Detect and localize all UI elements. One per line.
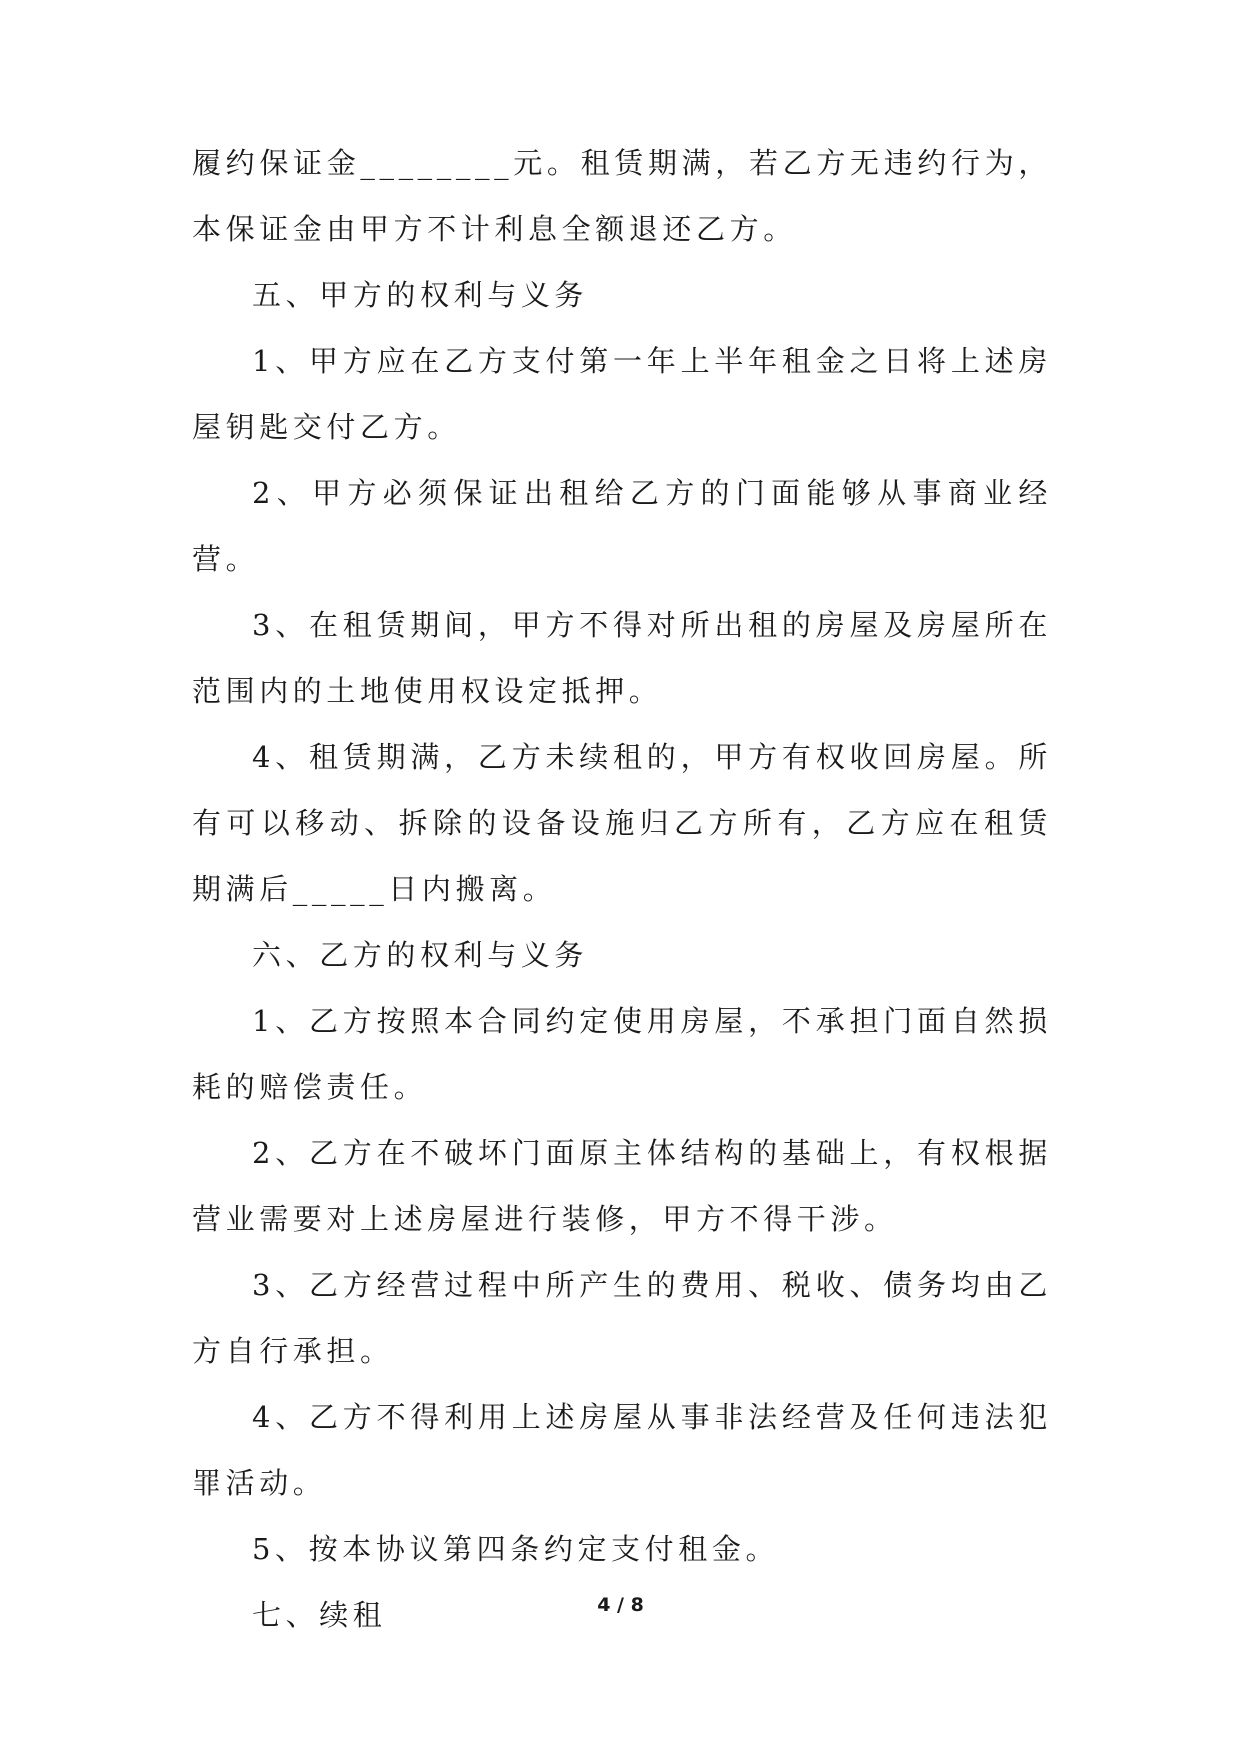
clause-b-3: 3、乙方经营过程中所产生的费用、税收、债务均由乙方自行承担。 bbox=[192, 1268, 1052, 1368]
clause-b-4: 4、乙方不得利用上述房屋从事非法经营及任何违法犯罪活动。 bbox=[192, 1400, 1052, 1500]
clause-a-4: 4、租赁期满，乙方未续租的，甲方有权收回房屋。所有可以移动、拆除的设备设施归乙方所有，乙方应在租赁期满后_____日内搬离。 bbox=[192, 740, 1052, 906]
document-body bbox=[192, 130, 1052, 1648]
section-heading-party-a: 五、甲方的权利与义务 bbox=[252, 278, 589, 312]
paragraph-deposit-refund: 履约保证金________元。租赁期满，若乙方无违约行为，本保证金由甲方不计利息全额退还乙方。 bbox=[192, 146, 1052, 246]
clause-b-2: 2、乙方在不破坏门面原主体结构的基础上，有权根据营业需要对上述房屋进行装修，甲方不得干涉。 bbox=[192, 1136, 1052, 1236]
clause-b-5: 5、按本协议第四条约定支付租金。 bbox=[252, 1532, 780, 1566]
clause-a-3: 3、在租赁期间，甲方不得对所出租的房屋及房屋所在范围内的土地使用权设定抵押。 bbox=[192, 608, 1052, 708]
page-number: 4 / 8 bbox=[597, 1594, 644, 1616]
clause-b-1: 1、乙方按照本合同约定使用房屋，不承担门面自然损耗的赔偿责任。 bbox=[192, 1004, 1052, 1104]
clause-a-2: 2、甲方必须保证出租给乙方的门面能够从事商业经营。 bbox=[192, 476, 1052, 576]
section-heading-party-b: 六、乙方的权利与义务 bbox=[252, 938, 589, 972]
clause-a-1: 1、甲方应在乙方支付第一年上半年租金之日将上述房屋钥匙交付乙方。 bbox=[192, 344, 1052, 444]
section-heading-renewal: 七、续租 bbox=[252, 1598, 387, 1632]
